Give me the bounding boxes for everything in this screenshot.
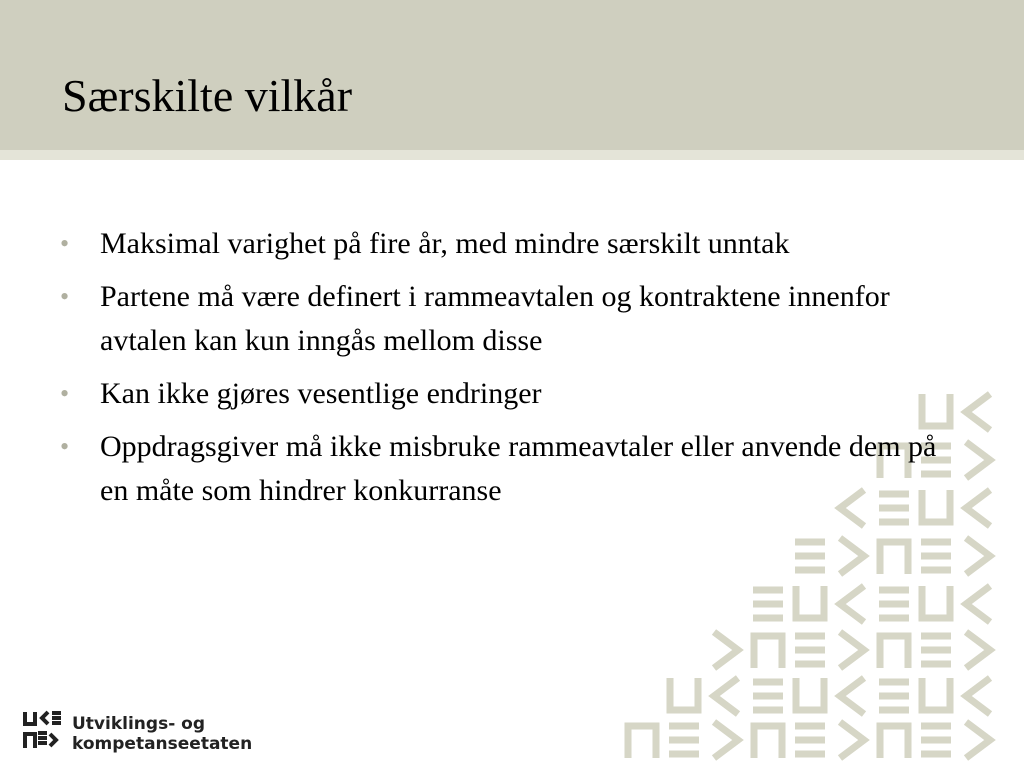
pattern-glyph [922,586,950,618]
bullet-dot: • [60,282,70,311]
pattern-glyph [921,726,951,754]
pattern-glyph [966,538,990,574]
pattern-glyph [880,636,908,668]
pattern-glyph [966,490,990,526]
pattern-glyph [714,678,738,714]
pattern-glyph [714,632,738,668]
bullet-item [60,222,960,266]
pattern-glyph [796,586,824,618]
pattern-glyph [796,678,824,710]
pattern-glyph [966,632,990,668]
bullet-text: Kan ikke gjøres vesentlige endringer [100,377,542,410]
title-band-stripe [0,150,1024,160]
pattern-glyph [922,678,950,710]
pattern-glyph [840,586,864,622]
organization-name-line1: Utviklings- og [72,714,206,734]
organization-name [72,714,272,754]
bullet-dot: • [60,379,70,408]
bullet-item [60,275,960,363]
pattern-glyph [628,726,656,758]
pattern-glyph [714,722,738,758]
pattern-glyph [879,682,909,710]
pattern-glyph [840,678,864,714]
bullet-text: Maksimal varighet på fire år, med mindre særskilt unntak [100,227,790,260]
bullet-dot: • [60,432,70,461]
pattern-glyph [880,726,908,758]
pattern-glyph [966,722,990,758]
pattern-glyph [669,726,699,754]
bullet-item [60,425,960,513]
pattern-glyph [795,636,825,664]
pattern-glyph [754,636,782,668]
pattern-glyph [966,586,990,622]
pattern-glyph [670,678,698,710]
slide-title: Særskilte vilkår [62,70,353,121]
pattern-glyph [840,538,864,574]
pattern-glyph [795,542,825,570]
pattern-glyph [880,542,908,574]
bullet-text: Oppdragsgiver må ikke misbruke rammeavtaler eller anvende dem på en måte som hindrer konkurranse [100,430,937,507]
pattern-glyph [840,632,864,668]
organization-name-line2: kompetanseetaten [72,734,253,754]
pattern-glyph [966,442,990,478]
pattern-glyph [921,542,951,570]
pattern-glyph [879,590,909,618]
pattern-glyph [753,682,783,710]
bullet-dot: • [60,229,70,258]
pattern-glyph [921,636,951,664]
pattern-glyph [753,590,783,618]
bullet-text: Partene må være definert i rammeavtalen og kontraktene innenfor avtalen kan kun inngås mellom disse [100,280,890,357]
pattern-glyph [754,726,782,758]
pattern-glyph [795,726,825,754]
uke-logo-icon [22,710,62,750]
pattern-glyph [966,394,990,430]
bullet-item [60,372,960,416]
pattern-glyph [966,678,990,714]
bullet-list [60,222,960,522]
pattern-glyph [840,722,864,758]
